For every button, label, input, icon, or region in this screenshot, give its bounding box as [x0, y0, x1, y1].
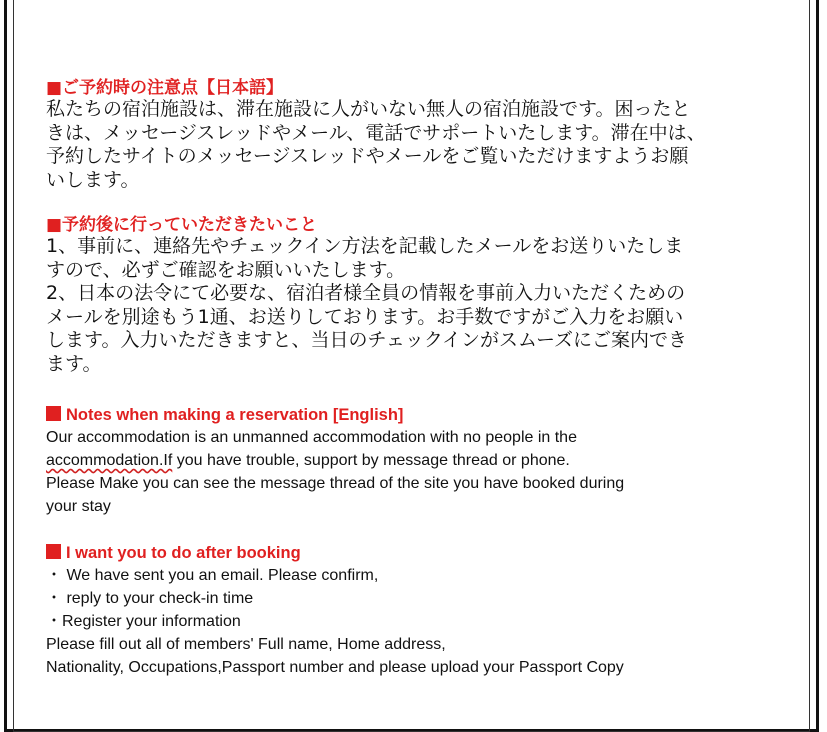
jp-notes-heading: ■ご予約時の注意点【日本語】	[46, 78, 284, 98]
jp-after-line: します。入力いただきますと、当日のチェックインがスムーズにご案内でき	[46, 329, 688, 351]
en-notes-heading	[46, 404, 786, 426]
en-after-section	[46, 542, 786, 679]
spellcheck-underlined-word: accommodation.If	[46, 452, 173, 469]
jp-after-line: すので、必ずご確認をお願いいたします。	[46, 258, 406, 281]
jp-after-line: 1、事前に、連絡先やチェックイン方法を記載したメールをお送りいたしま	[46, 235, 684, 257]
en-after-line: ・ reply to your check-in time	[46, 590, 254, 607]
red-square-icon	[46, 406, 61, 421]
en-after-line: ・Register your information	[46, 613, 241, 630]
en-notes-line: Please Make you can see the message thread of the site you have booked during	[46, 475, 625, 492]
jp-notes-section	[46, 78, 786, 192]
jp-notes-line: いします。	[46, 168, 140, 191]
jp-notes-line: 予約したサイトのメッセージスレッドやメールをご覧いただけますようお願	[46, 145, 689, 167]
red-square-icon	[46, 544, 61, 559]
en-after-heading	[46, 542, 786, 564]
en-notes-line: Our accommodation is an unmanned accommodation with no people in the	[46, 429, 577, 446]
en-notes-section	[46, 404, 786, 518]
en-after-line: Please fill out all of members' Full name, Home address,	[46, 636, 446, 653]
en-after-line: Nationality, Occupations,Passport number and please upload your Passport Copy	[46, 659, 624, 676]
jp-notes-line: 私たちの宿泊施設は、滞在施設に人がいない無人の宿泊施設です。困ったと	[46, 98, 691, 120]
en-notes-line: your stay	[46, 498, 111, 515]
document-body	[46, 78, 786, 679]
en-notes-line	[46, 449, 786, 472]
en-after-line: ・ We have sent you an email. Please confirm,	[46, 567, 379, 584]
jp-after-heading: ■予約後に行っていただきたいこと	[46, 215, 318, 235]
jp-after-line: メールを別途もう1通、お送りしております。お手数ですがご入力をお願い	[46, 305, 684, 328]
en-after-heading-text: I want you to do after booking	[66, 544, 301, 562]
en-notes-heading-text: Notes when making a reservation [English]	[66, 406, 404, 424]
jp-after-section	[46, 215, 786, 376]
jp-after-line: ます。	[46, 352, 102, 375]
en-notes-line-rest: you have trouble, support by message thread or phone.	[172, 452, 570, 469]
jp-after-line: 2、日本の法令にて必要な、宿泊者様全員の情報を事前入力いただくための	[46, 282, 686, 304]
jp-notes-line: きは、メッセージスレッドやメール、電話でサポートいたします。滞在中は、	[46, 121, 706, 144]
